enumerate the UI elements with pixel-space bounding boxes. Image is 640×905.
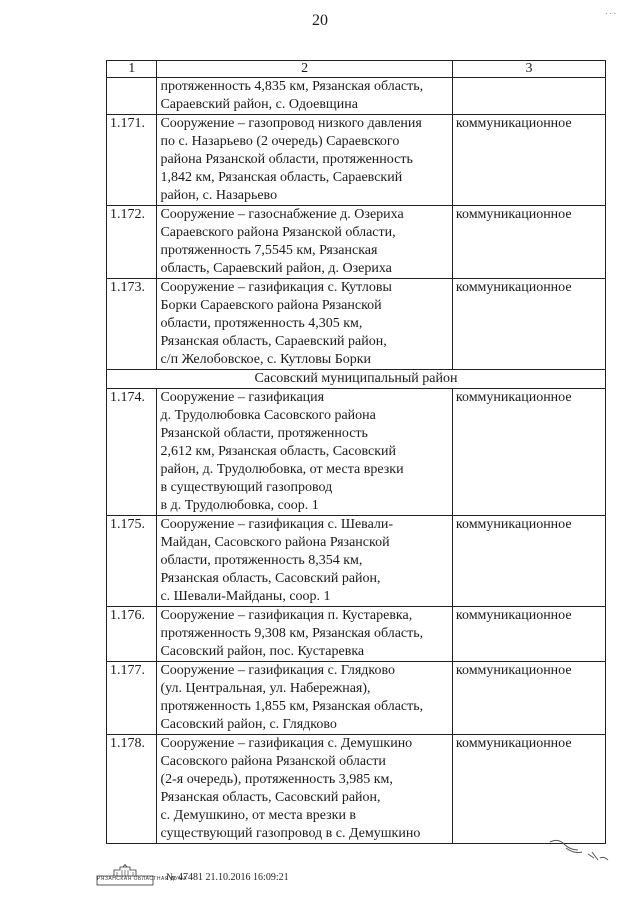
description-line: Сооружение – газоснабжение д. Озериха (160, 207, 404, 222)
item-category: коммуникационное (452, 607, 605, 662)
description-line: область, Сараевский район, д. Озериха (160, 261, 392, 276)
description-line: Сооружение – газификация с. Кутловы (160, 280, 392, 295)
item-number: 1.173. (107, 279, 157, 370)
item-number: 1.176. (107, 607, 157, 662)
table-header-row (107, 61, 606, 78)
description-line: протяженность 7,5545 км, Рязанская (160, 243, 378, 258)
item-category: коммуникационное (452, 735, 605, 844)
item-number: 1.177. (107, 662, 157, 735)
item-description (157, 389, 452, 516)
item-number: 1.172. (107, 206, 157, 279)
description-line: Сараевского района Рязанской области, (160, 225, 396, 240)
item-category: коммуникационное (452, 206, 605, 279)
description-line: (ул. Центральная, ул. Набережная), (160, 681, 371, 696)
description-line: 1,842 км, Рязанская область, Сараевский (160, 170, 403, 185)
table-row (107, 516, 606, 607)
page-number: 20 (312, 12, 328, 29)
description-line: Рязанская область, Сасовский район, (160, 571, 381, 586)
description-line: с. Демушкино, от места врезки в (160, 808, 357, 823)
header-col-2: 2 (157, 61, 452, 78)
footer (96, 862, 616, 892)
description-line: протяженность 9,308 км, Рязанская область, (160, 626, 424, 641)
description-line: района Рязанской области, протяженность (160, 152, 413, 167)
item-number: 1.175. (107, 516, 157, 607)
section-row (107, 370, 606, 389)
table-row (107, 115, 606, 206)
item-description (157, 735, 452, 844)
item-number: 1.178. (107, 735, 157, 844)
item-description (157, 206, 452, 279)
description-line: Сооружение – газификация с. Шевали- (160, 517, 394, 532)
table-row (107, 78, 606, 115)
item-category: коммуникационное (452, 516, 605, 607)
table-row (107, 662, 606, 735)
description-line: с/п Желобовское, с. Кутловы Борки (160, 352, 372, 367)
duma-emblem-icon (96, 864, 154, 886)
item-category: коммуникационное (452, 389, 605, 516)
item-category: коммуникационное (452, 115, 605, 206)
item-description (157, 279, 452, 370)
description-line: в существующий газопровод (160, 480, 333, 495)
description-line: по с. Назарьево (2 очередь) Сараевского (160, 134, 400, 149)
description-line: Сооружение – газопровод низкого давления (160, 116, 422, 131)
description-line: протяженность 4,835 км, Рязанская область, (160, 79, 424, 94)
item-category: коммуникационное (452, 662, 605, 735)
item-category: коммуникационное (452, 279, 605, 370)
table-row (107, 279, 606, 370)
description-line: области, протяженность 8,354 км, (160, 553, 363, 568)
description-line: Сасовский район, с. Глядково (160, 717, 337, 732)
description-line: 2,612 км, Рязанская область, Сасовский (160, 444, 397, 459)
description-line: Сооружение – газификация (160, 390, 325, 405)
item-description (157, 607, 452, 662)
stamp-text: РЯЗАНСКАЯ ОБЛАСТНАЯ ДУМА (97, 876, 187, 882)
corner-mark: ... (605, 6, 618, 16)
description-line: Рязанская область, Сасовский район, (160, 790, 381, 805)
item-description (157, 662, 452, 735)
description-line: Сооружение – газификация с. Глядково (160, 663, 396, 678)
registration-number: № 47481 21.10.2016 16:09:21 (166, 872, 289, 883)
description-line: Рязанской области, протяженность (160, 426, 368, 441)
item-category (452, 78, 605, 115)
description-line: в д. Трудолюбовка, соор. 1 (160, 498, 319, 513)
table-row (107, 206, 606, 279)
description-line: Борки Сараевского района Рязанской (160, 298, 382, 313)
description-line: протяженность 1,855 км, Рязанская область, (160, 699, 424, 714)
description-line: с. Шевали-Майданы, соор. 1 (160, 589, 331, 604)
item-description (157, 115, 452, 206)
description-line: Рязанская область, Сараевский район, (160, 334, 387, 349)
table-row (107, 735, 606, 844)
section-title: Сасовский муниципальный район (107, 370, 606, 389)
description-line: Сасовского района Рязанской области (160, 754, 386, 769)
handwritten-mark (548, 836, 610, 866)
description-line: (2-я очередь), протяженность 3,985 км, (160, 772, 393, 787)
description-line: район, с. Назарьево (160, 188, 278, 203)
description-line: Сараевский район, с. Одоевщина (160, 97, 358, 112)
description-line: Сооружение – газификация с. Демушкино (160, 736, 413, 751)
description-line: д. Трудолюбовка Сасовского района (160, 408, 376, 423)
table-row (107, 607, 606, 662)
header-col-1: 1 (107, 61, 157, 78)
registry-table (106, 60, 606, 844)
item-description (157, 516, 452, 607)
description-line: области, протяженность 4,305 км, (160, 316, 363, 331)
description-line: Сасовский район, пос. Кустаревка (160, 644, 365, 659)
item-number: 1.174. (107, 389, 157, 516)
table-row (107, 389, 606, 516)
item-description (157, 78, 452, 115)
description-line: Сооружение – газификация п. Кустаревка, (160, 608, 413, 623)
description-line: район, д. Трудолюбовка, от места врезки (160, 462, 404, 477)
header-col-3: 3 (452, 61, 605, 78)
item-number: 1.171. (107, 115, 157, 206)
item-number (107, 78, 157, 115)
description-line: Майдан, Сасовского района Рязанской (160, 535, 390, 550)
description-line: существующий газопровод в с. Демушкино (160, 826, 421, 841)
